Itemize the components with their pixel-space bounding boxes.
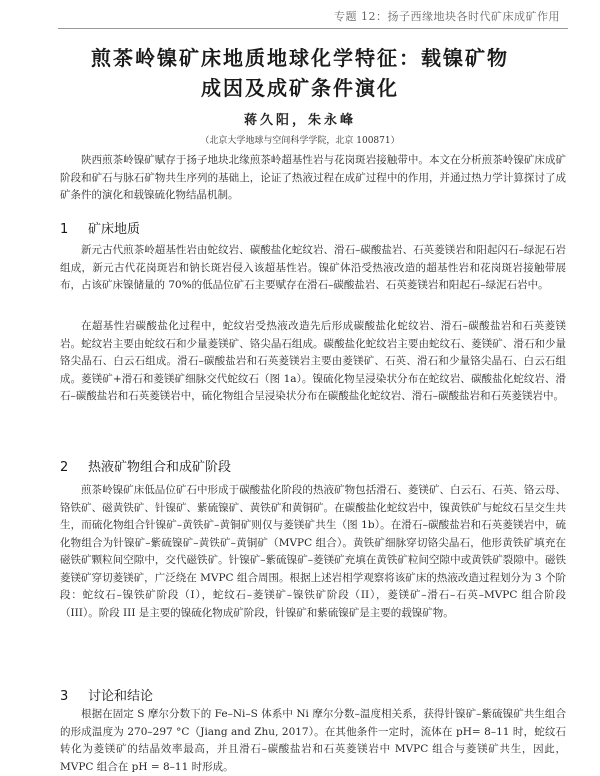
section-title: 讨论和结论 bbox=[88, 689, 154, 704]
running-head: 专题 12：扬子西缘地块各时代矿床成矿作用 bbox=[334, 10, 560, 23]
section-title: 热液矿物组合和成矿阶段 bbox=[88, 460, 232, 475]
header-rule bbox=[58, 28, 568, 29]
affiliation: （北京大学地球与空间科学学院，北京 100871） bbox=[200, 136, 400, 146]
authors: 蒋久阳，朱永峰 bbox=[243, 113, 356, 128]
body-paragraph: 在超基性岩碳酸盐化过程中，蛇纹岩受热液改造先后形成碳酸盐化蛇纹岩、滑石–碳酸盐岩和石英菱镁岩。蛇纹岩主要由蛇纹石和少量菱镁矿、铬尖晶石组成。碳酸盐化蛇纹岩主要由蛇纹石、菱镁矿、滑石和少量铬尖晶石、白云石组成。滑石–碳酸盐岩和石英菱镁岩主要由菱镁矿、石英、滑石和少量铬尖晶石、白云石组成。菱镁矿+滑石和菱镁矿细脉交代蛇纹石（图 1a）。镍硫化物呈浸染状分布在蛇纹岩、碳酸盐化蛇纹岩、滑石–碳酸盐岩和石英菱镁岩中，硫化物组合呈浸染状分布在碳酸盐化蛇纹岩、滑石–碳酸盐岩和石英菱镁岩中。 bbox=[60, 320, 566, 402]
section-heading-3 bbox=[60, 685, 153, 704]
paper-title-line-1: 煎茶岭镍矿床地质地球化学特征：载镍矿物 bbox=[91, 46, 509, 70]
section-title: 矿床地质 bbox=[88, 222, 141, 237]
body-paragraph: 新元古代煎茶岭超基性岩由蛇纹岩、碳酸盐化蛇纹岩、滑石–碳酸盐岩、石英菱镁岩和阳起闪石–绿泥石岩组成，新元古代花岗斑岩和钠长斑岩侵入该超基性岩。镍矿体沿受热液改造的超基性岩和花岗斑岩接触带展布，占该矿床镍储量的 70%的低品位矿石主要赋存在滑石–碳酸盐岩、石英菱镁岩和阳起石–绿泥石岩中。 bbox=[60, 244, 566, 291]
paper-title-line-2: 成因及成矿条件演化 bbox=[201, 76, 399, 100]
section-number: 3 bbox=[60, 689, 69, 704]
body-paragraph: 根据在固定 S 摩尔分数下的 Fe–Ni–S 体系中 Ni 摩尔分数–温度相关系，获得针镍矿–紫硫镍矿共生组合的形成温度为 270–297 °C（Jiang and Zhu, 2017）。在其他条件一定时，流体在 pH= 8–11 时，蛇纹石转化为菱镁矿的结晶效率最高，并且滑石–碳酸盐岩和石英菱镁岩中 MVPC 组合与菱镁矿共生，因此，MVPC 组合在 pH = 8–11 时形成。 bbox=[60, 708, 566, 773]
section-heading-1 bbox=[60, 218, 140, 237]
section-heading-2 bbox=[60, 456, 231, 475]
body-paragraph: 煎茶岭镍矿床低品位矿石中形成于碳酸盐化阶段的热液矿物包括滑石、菱镁矿、白云石、石英、铬云母、铬铁矿、磁黄铁矿、针镍矿、紫硫镍矿、黄铁矿和黄铜矿。在碳酸盐化蛇纹岩中，镍黄铁矿与蛇纹石呈交生共生，而硫化物组合针镍矿–黄铁矿–黄铜矿则仅与菱镁矿共生（图 1b）。在滑石–碳酸盐岩和石英菱镁岩中，硫化物组合为针镍矿–紫硫镍矿–黄铁矿–黄铜矿（MVPC 组合）。黄铁矿细脉穿切铬尖晶石，他形黄铁矿填充在磁铁矿颗粒间空隙中，交代磁铁矿。针镍矿–紫硫镍矿–菱镁矿充填在黄铁矿粒间空隙中或黄铁矿裂隙中。磁铁菱镁矿穿切菱镁矿，广泛绕在 MVPC 组合周围。根据上述岩相学观察将该矿床的热液改造过程划分为 3 个阶段：蛇纹石–镍铁矿阶段（I），蛇纹石–菱镁矿–镍铁矿阶段（II），菱镁矿–滑石–石英–MVPC 组合阶段（III）。阶段 III 是主要的镍硫化物成矿阶段，针镍矿和紫硫镍矿是主要的载镍矿物。 bbox=[60, 484, 566, 619]
section-number: 1 bbox=[60, 222, 69, 237]
abstract: 陕西煎茶岭镍矿赋存于扬子地块北缘煎茶岭超基性岩与花岗斑岩接触带中。本文在分析煎茶岭镍矿床成矿阶段和矿石与脉石矿物共生序列的基础上，论证了热液过程在成矿过程中的作用，并通过热力学计算探讨了成矿条件的演化和载镍硫化物结晶机制。 bbox=[60, 154, 566, 201]
section-number: 2 bbox=[60, 460, 69, 475]
